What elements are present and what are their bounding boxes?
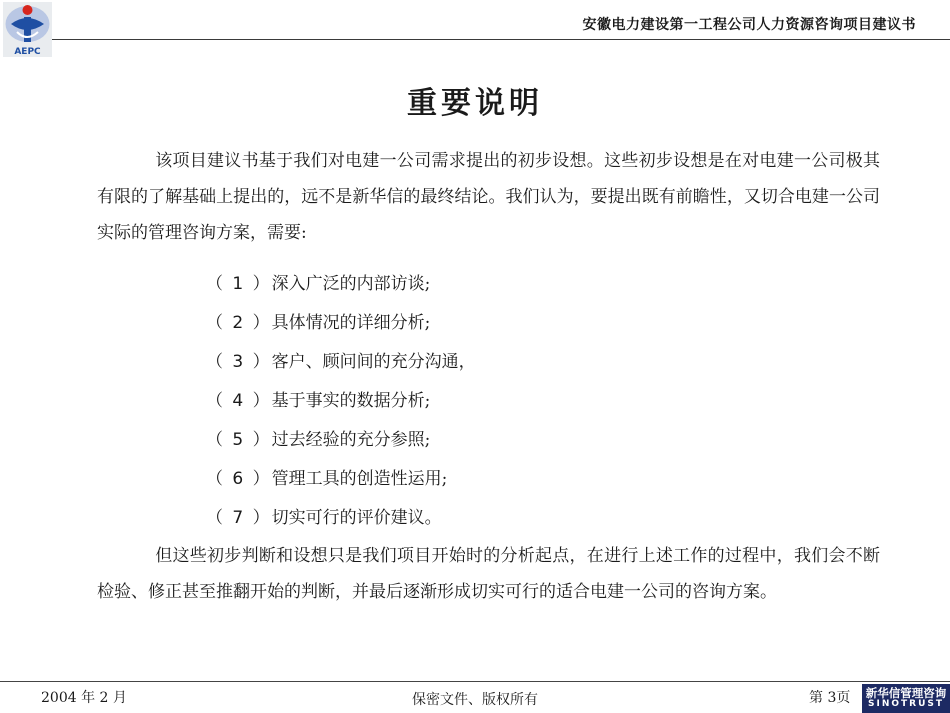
- list-item-number: （ 1 ）: [206, 274, 272, 294]
- footer-date: 2004 年 2 月: [41, 690, 127, 706]
- list-item: [206, 421, 476, 460]
- list-item: [206, 304, 476, 343]
- list-item-number: （ 7 ）: [206, 508, 272, 528]
- list-item-text: 基于事实的数据分析;: [271, 391, 431, 411]
- list-item-text: 具体情况的详细分析;: [271, 313, 431, 333]
- list-item-number: （ 4 ）: [206, 391, 272, 411]
- list-item-text: 过去经验的充分参照;: [271, 430, 431, 450]
- requirements-list: [206, 265, 476, 538]
- list-item-text: 客户、顾问间的充分沟通，: [271, 352, 476, 372]
- intro-paragraph: [97, 143, 880, 251]
- list-item-number: （ 5 ）: [206, 430, 272, 450]
- intro-paragraph-text: 该项目建议书基于我们对电建一公司需求提出的初步设想。这些初步设想是在对电建一公司极其有限的了解基础上提出的，远不是新华信的最终结论。我们认为，要提出既有前瞻性，又切合电建一公司实际的管理咨询方案，需要:: [97, 151, 880, 243]
- closing-paragraph-text: 但这些初步判断和设想只是我们项目开始时的分析起点，在进行上述工作的过程中，我们会不断检验、修正甚至推翻开始的判断，并最后逐渐形成切实可行的适合电建一公司的咨询方案。: [97, 546, 880, 602]
- list-item: [206, 499, 476, 538]
- brand-chinese-name: 新华信管理咨询: [865, 686, 947, 700]
- list-item: [206, 265, 476, 304]
- confidential-notice: 保密文件、版权所有: [412, 692, 538, 708]
- list-item-number: （ 6 ）: [206, 469, 272, 489]
- page-title: 重要说明: [407, 86, 543, 121]
- list-item: [206, 460, 476, 499]
- list-item-text: 切实可行的评价建议。: [271, 508, 442, 528]
- sinotrust-brand-logo: [862, 684, 950, 713]
- company-logo: [3, 2, 52, 57]
- list-item-number: （ 2 ）: [206, 313, 272, 333]
- list-item-number: （ 3 ）: [206, 352, 272, 372]
- closing-paragraph: [97, 538, 880, 610]
- document-title: 安徽电力建设第一工程公司人力资源咨询项目建议书: [582, 17, 916, 33]
- logo-text: AEPC: [14, 47, 41, 57]
- list-item: [206, 343, 476, 382]
- page-number: 第 3页: [809, 690, 851, 706]
- list-item-text: 深入广泛的内部访谈;: [271, 274, 431, 294]
- list-item-text: 管理工具的创造性运用;: [271, 469, 448, 489]
- list-item: [206, 382, 476, 421]
- brand-english-name: SINOTRUST: [867, 699, 944, 709]
- footer-divider: [0, 681, 950, 682]
- header-divider: [52, 39, 950, 40]
